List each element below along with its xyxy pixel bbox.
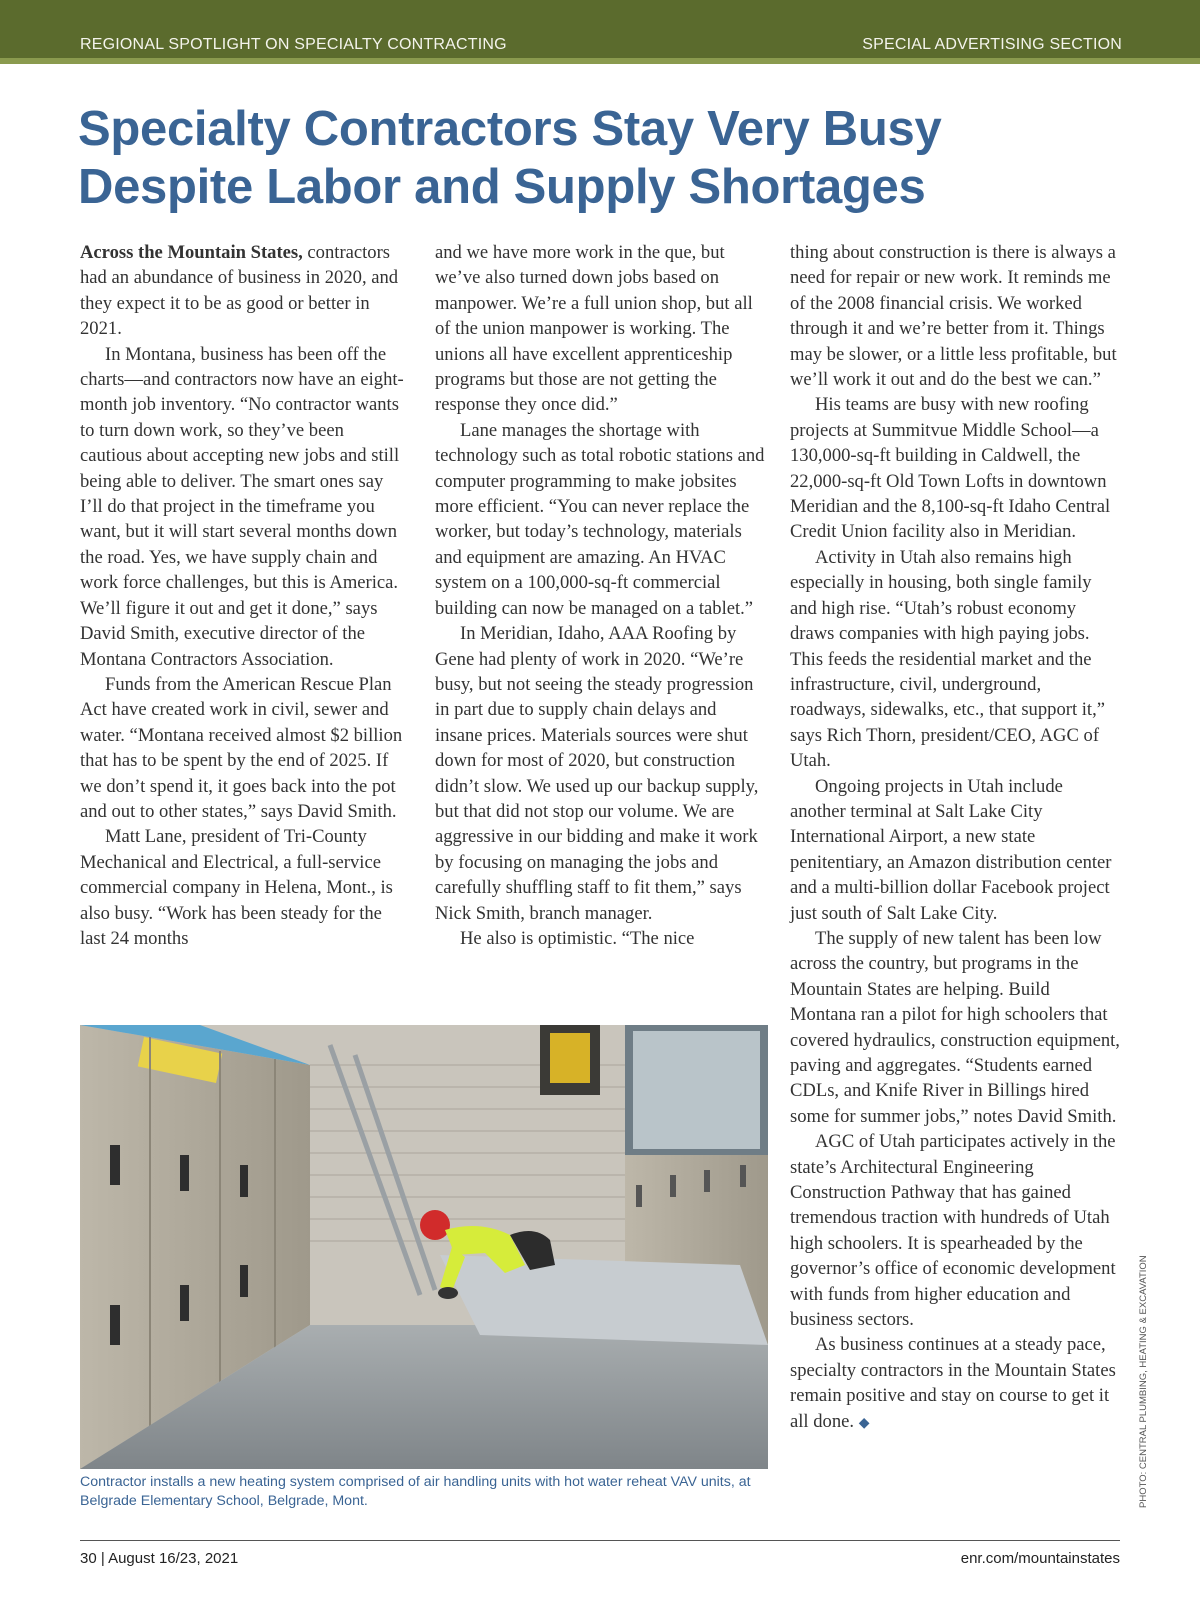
headline-line-2: Despite Labor and Supply Shortages [78, 160, 926, 214]
paragraph: The supply of new talent has been low across the country, but programs in the Mountain States are helping. Build Montana ran a pilot for high schoolers that covered hydraulics, construction equipment, paving and aggregates. “Students earned CDLs, and Knife River in Billings hired some for summer jobs,” notes David Smith. [790, 927, 1120, 1127]
paragraph: AGC of Utah participates actively in the state’s Architectural Engineering Construction Pathway that has gained tremendous traction with hundreds of Utah high schoolers. It is spearheaded by the governor’s office of economic development with funds from higher education and business sectors. [790, 1131, 1116, 1331]
paragraph: and we have more work in the que, but we’ve also turned down jobs based on manpower. We’re a full union shop, but all of the union manpower is working. The unions all have excellent apprenticeship programs but those are not getting the response they once did.” [435, 242, 753, 416]
paragraph: Matt Lane, president of Tri-County Mechanical and Electrical, a full-service commercial company in Helena, Mont., is also busy. “Work has been steady for the last 24 months [80, 826, 393, 949]
paragraph: In Meridian, Idaho, AAA Roofing by Gene had plenty of work in 2020. “We’re busy, but not seeing the steady progression in part due to supply chain delays and insane prices. Materials sources were shut down for most of 2020, but construction didn’t slow. We used up our backup supply, but that did not stop our volume. We are aggressive in our bidding and make it work by focusing on managing the jobs and carefully shuffling staff to fit them,” says Nick Smith, branch manager. [435, 623, 759, 924]
photo-illustration [80, 1025, 768, 1469]
page-folio: 30 | August 16/23, 2021 [80, 1550, 239, 1567]
paragraph: He also is optimistic. “The nice [460, 927, 695, 949]
paragraph: His teams are busy with new roofing projects at Summitvue Middle School—a 130,000-sq-ft building in Caldwell, the 22,000-sq-ft Old Town Lofts in downtown Meridian and the 8,100-sq-ft Idaho Central Credit Union facility also in Meridian. [790, 394, 1111, 543]
text-column-3 [790, 240, 1120, 1436]
advertising-label: SPECIAL ADVERTISING SECTION [862, 36, 1122, 53]
paragraph: Lane manages the shortage with technology such as total robotic stations and computer programming to make jobsites more efficient. “You can never replace the worker, but today’s technology, materials and equipment are amazing. An HVAC system on a 100,000-sq-ft commercial building can now be managed on a tablet.” [435, 419, 765, 619]
paragraph-text: As business continues at a steady pace, specialty contractors in the Mountain States remain positive and stay on course to get it all done. [790, 1334, 1116, 1432]
footer-rule [80, 1540, 1120, 1541]
lead-in: Across the Mountain States, [80, 242, 303, 263]
article-photo [80, 1025, 768, 1469]
paragraph: In Montana, business has been off the charts—and contractors now have an eight-month job inventory. “No contractor wants to turn down work, so they’ve been cautious about accepting new jobs and still being able to deliver. The smart ones say I’ll do that project in the timeframe you want, but it will start several months down the road. Yes, we have supply chain and work force challenges, but this is America. We’ll figure it out and get it done,” says David Smith, executive director of the Montana Contractors Association. [80, 343, 404, 670]
paragraph: Ongoing projects in Utah include another terminal at Salt Lake City International Airport, a new state penitentiary, an Amazon distribution center and a multi-billion dollar Facebook project just south of Salt Lake City. [790, 775, 1112, 924]
paragraph: thing about construction is there is always a need for repair or new work. It reminds me of the 2008 financial crisis. We worked through it and we’re better from it. Things may be slower, or a little less profitable, but we’ll work it out and do the best we can.” [790, 242, 1117, 391]
end-mark-icon: ◆ [858, 1415, 870, 1431]
headline-line-1: Specialty Contractors Stay Very Busy [78, 102, 942, 156]
section-label: REGIONAL SPOTLIGHT ON SPECIALTY CONTRACTING [80, 36, 507, 53]
text-column-1 [80, 240, 408, 951]
section-header-bar [0, 0, 1200, 64]
paragraph: Activity in Utah also remains high especially in housing, both single family and high rise. “Utah’s robust economy draws companies with high paying jobs. This feeds the residential market and the infrastructure, civil, underground, roadways, sidewalks, etc., that support it,” says Rich Thorn, president/CEO, AGC of Utah. [790, 546, 1105, 772]
paragraph [80, 240, 408, 342]
site-url: enr.com/mountainstates [960, 1550, 1120, 1567]
photo-caption: Contractor installs a new heating system comprised of air handling units with hot water reheat VAV units, at Belgrade Elementary School, Belgrade, Mont. [80, 1474, 751, 1509]
paragraph: Funds from the American Rescue Plan Act have created work in civil, sewer and water. “Montana received almost $2 billion that has to be spent by the end of 2025. If we don’t spend it, it goes back into the pot and out to other states,” says David Smith. [80, 673, 403, 822]
paragraph-text: contractors had an abundance of business in 2020, and they expect it to be as good or better in 2021. [80, 242, 399, 340]
paragraph [790, 1332, 1120, 1436]
photo-credit: PHOTO: CENTRAL PLUMBING, HEATING & EXCAVATION [1138, 1255, 1149, 1508]
article-headline [78, 100, 1118, 216]
text-column-2 [435, 240, 767, 951]
